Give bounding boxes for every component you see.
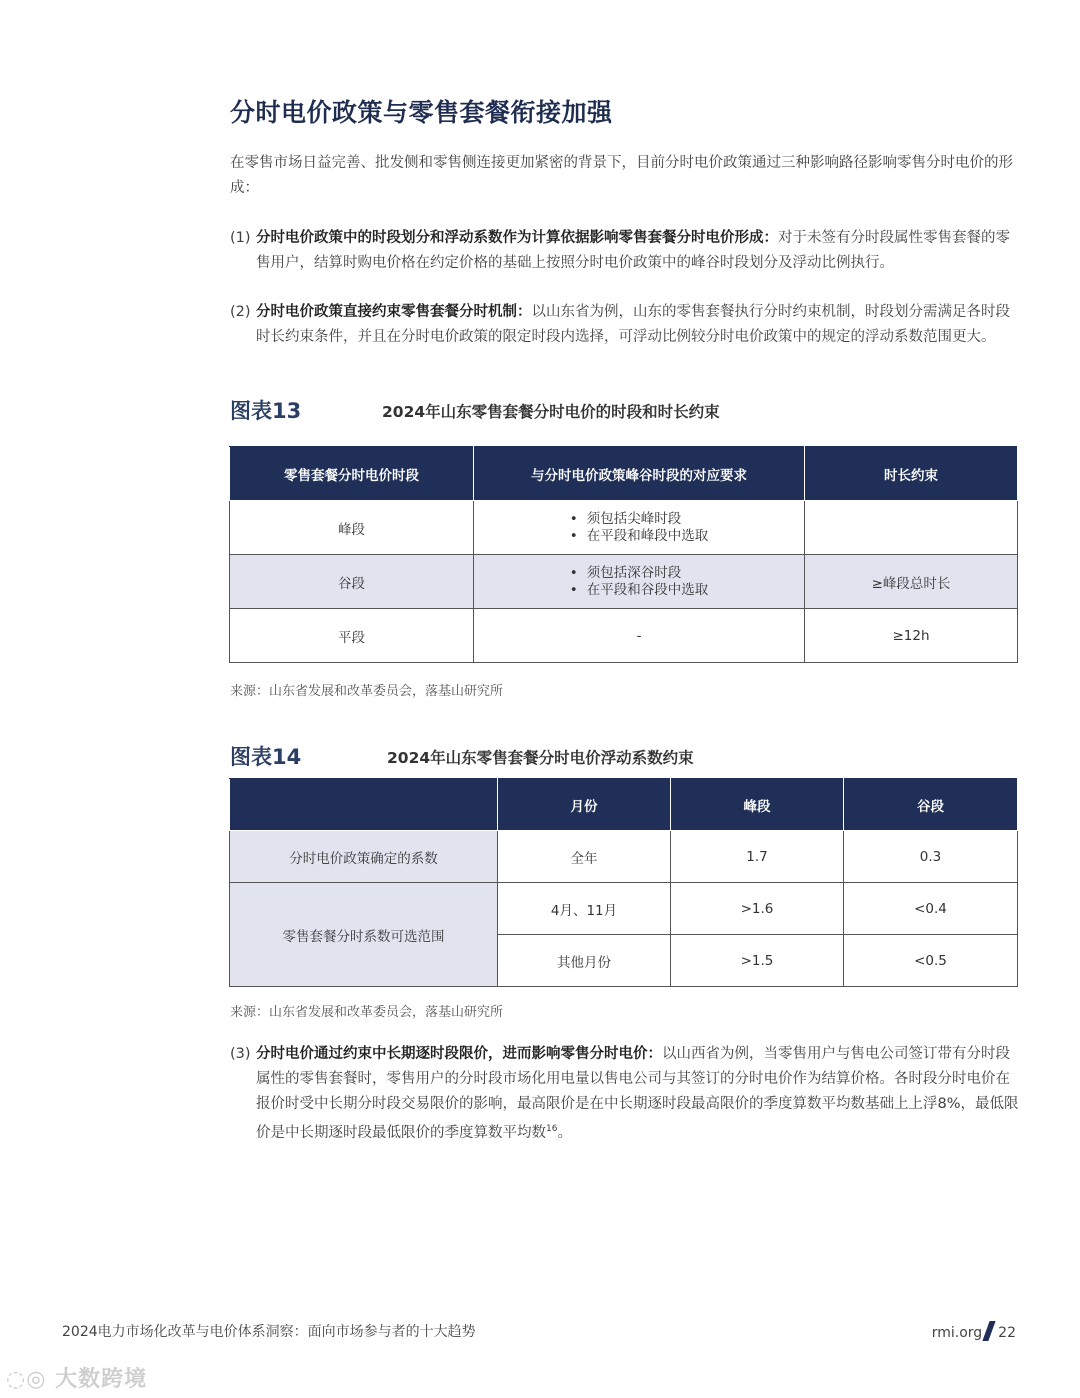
row-label-cell: 零售套餐分时系数可选范围 <box>230 883 498 987</box>
list-item-2 <box>230 300 1020 350</box>
column-header <box>230 779 498 831</box>
item-number: (2) <box>230 304 251 320</box>
valley-cell: <0.4 <box>844 883 1018 935</box>
item-end: 。 <box>557 1124 572 1141</box>
page-heading: 分时电价政策与零售套餐衔接加强 <box>230 98 613 127</box>
item-text: 对于未签有分时段属性零售套餐的零售用户，结算时购电价格在约定价格的基础上按照分时电价政策中的峰谷时段划分及浮动比例执行。 <box>256 230 1010 271</box>
table-row <box>230 831 1018 883</box>
table-row <box>230 883 1018 935</box>
month-cell: 4月、11月 <box>498 883 671 935</box>
slash-icon <box>983 1321 996 1341</box>
month-cell: 其他月份 <box>498 935 671 987</box>
item-lead: 分时电价政策直接约束零售套餐分时机制： <box>256 304 532 320</box>
column-header: 月份 <box>498 779 671 831</box>
footer-site-link[interactable]: rmi.org <box>931 1325 983 1341</box>
intro-paragraph: 在零售市场日益完善、批发侧和零售侧连接更加紧密的背景下，目前分时电价政策通过三种影响路径影响零售分时电价的形成： <box>230 155 1013 196</box>
list-item: • 须包括深谷时段 <box>570 565 708 582</box>
column-header: 零售套餐分时电价时段 <box>230 447 474 501</box>
requirement-cell: - <box>474 609 805 663</box>
table-row <box>230 555 1018 609</box>
figure-14-title: 2024年山东零售套餐分时电价浮动系数约束 <box>387 749 694 767</box>
table-row <box>230 501 1018 555</box>
period-cell: 平段 <box>230 609 474 663</box>
peak-cell: >1.5 <box>671 935 844 987</box>
column-header: 时长约束 <box>805 447 1018 501</box>
limit-cell <box>805 501 1018 555</box>
footnote-ref: 16 <box>546 1124 558 1134</box>
footer-page-info <box>932 1321 1016 1341</box>
period-cell: 峰段 <box>230 501 474 555</box>
figure-14-label: 图表14 <box>230 745 302 769</box>
page-number: 22 <box>998 1325 1016 1341</box>
peak-cell: >1.6 <box>671 883 844 935</box>
figure-13-table <box>229 446 1018 663</box>
table-header-row <box>230 447 1018 501</box>
item-number: (3) <box>230 1046 251 1062</box>
list-item-1 <box>230 226 1020 276</box>
watermark-logo-icon: ◌◎ <box>6 1367 47 1392</box>
list-item: • 在平段和谷段中选取 <box>570 582 708 599</box>
item-lead: 分时电价政策中的时段划分和浮动系数作为计算依据影响零售套餐分时电价形成： <box>256 230 778 246</box>
requirement-cell <box>474 501 805 555</box>
column-header: 峰段 <box>671 779 844 831</box>
month-cell: 全年 <box>498 831 671 883</box>
watermark <box>6 1362 147 1393</box>
figure-14-table <box>229 778 1018 987</box>
row-label-cell: 分时电价政策确定的系数 <box>230 831 498 883</box>
list-item-3 <box>230 1042 1020 1146</box>
limit-cell: ≥峰段总时长 <box>805 555 1018 609</box>
figure-13-source: 来源：山东省发展和改革委员会，落基山研究所 <box>230 684 504 699</box>
column-header: 与分时电价政策峰谷时段的对应要求 <box>474 447 805 501</box>
item-number: (1) <box>230 230 251 246</box>
period-cell: 谷段 <box>230 555 474 609</box>
list-item: • 须包括尖峰时段 <box>570 511 708 528</box>
item-text: 以山东省为例，山东的零售套餐执行分时约束机制，时段划分需满足各时段时长约束条件，并且在分时电价政策的限定时段内选择，可浮动比例较分时电价政策中的规定的浮动系数范围更大。 <box>256 304 1010 345</box>
requirement-list <box>570 565 708 599</box>
figure-13-label: 图表13 <box>230 399 302 423</box>
peak-cell: 1.7 <box>671 831 844 883</box>
figure-13-title: 2024年山东零售套餐分时电价的时段和时长约束 <box>382 403 720 421</box>
valley-cell: 0.3 <box>844 831 1018 883</box>
figure-14-source: 来源：山东省发展和改革委员会，落基山研究所 <box>230 1005 504 1020</box>
item-text: 以山西省为例，当零售用户与售电公司签订带有分时段属性的零售套餐时，零售用户的分时段市场化用电量以售电公司与其签订的分时电价作为结算价格。各时段分时电价在报价时受中长期分时段交易限价的影响，最高限价是在中长期逐时段最高限价的季度算数平均数基础上上浮8%，最低限价是中长期逐时段最低限价的季度算数平均数 <box>256 1046 1019 1141</box>
watermark-text: 大数跨境 <box>55 1367 148 1392</box>
item-lead: 分时电价通过约束中长期逐时段限价，进而影响零售分时电价： <box>256 1046 662 1062</box>
list-item: • 在平段和峰段中选取 <box>570 528 708 545</box>
column-header: 谷段 <box>844 779 1018 831</box>
limit-cell: ≥12h <box>805 609 1018 663</box>
requirement-list <box>570 511 708 545</box>
requirement-cell <box>474 555 805 609</box>
table-header-row <box>230 779 1018 831</box>
valley-cell: <0.5 <box>844 935 1018 987</box>
footer-report-title: 2024电力市场化改革与电价体系洞察：面向市场参与者的十大趋势 <box>62 1324 476 1340</box>
table-row <box>230 609 1018 663</box>
